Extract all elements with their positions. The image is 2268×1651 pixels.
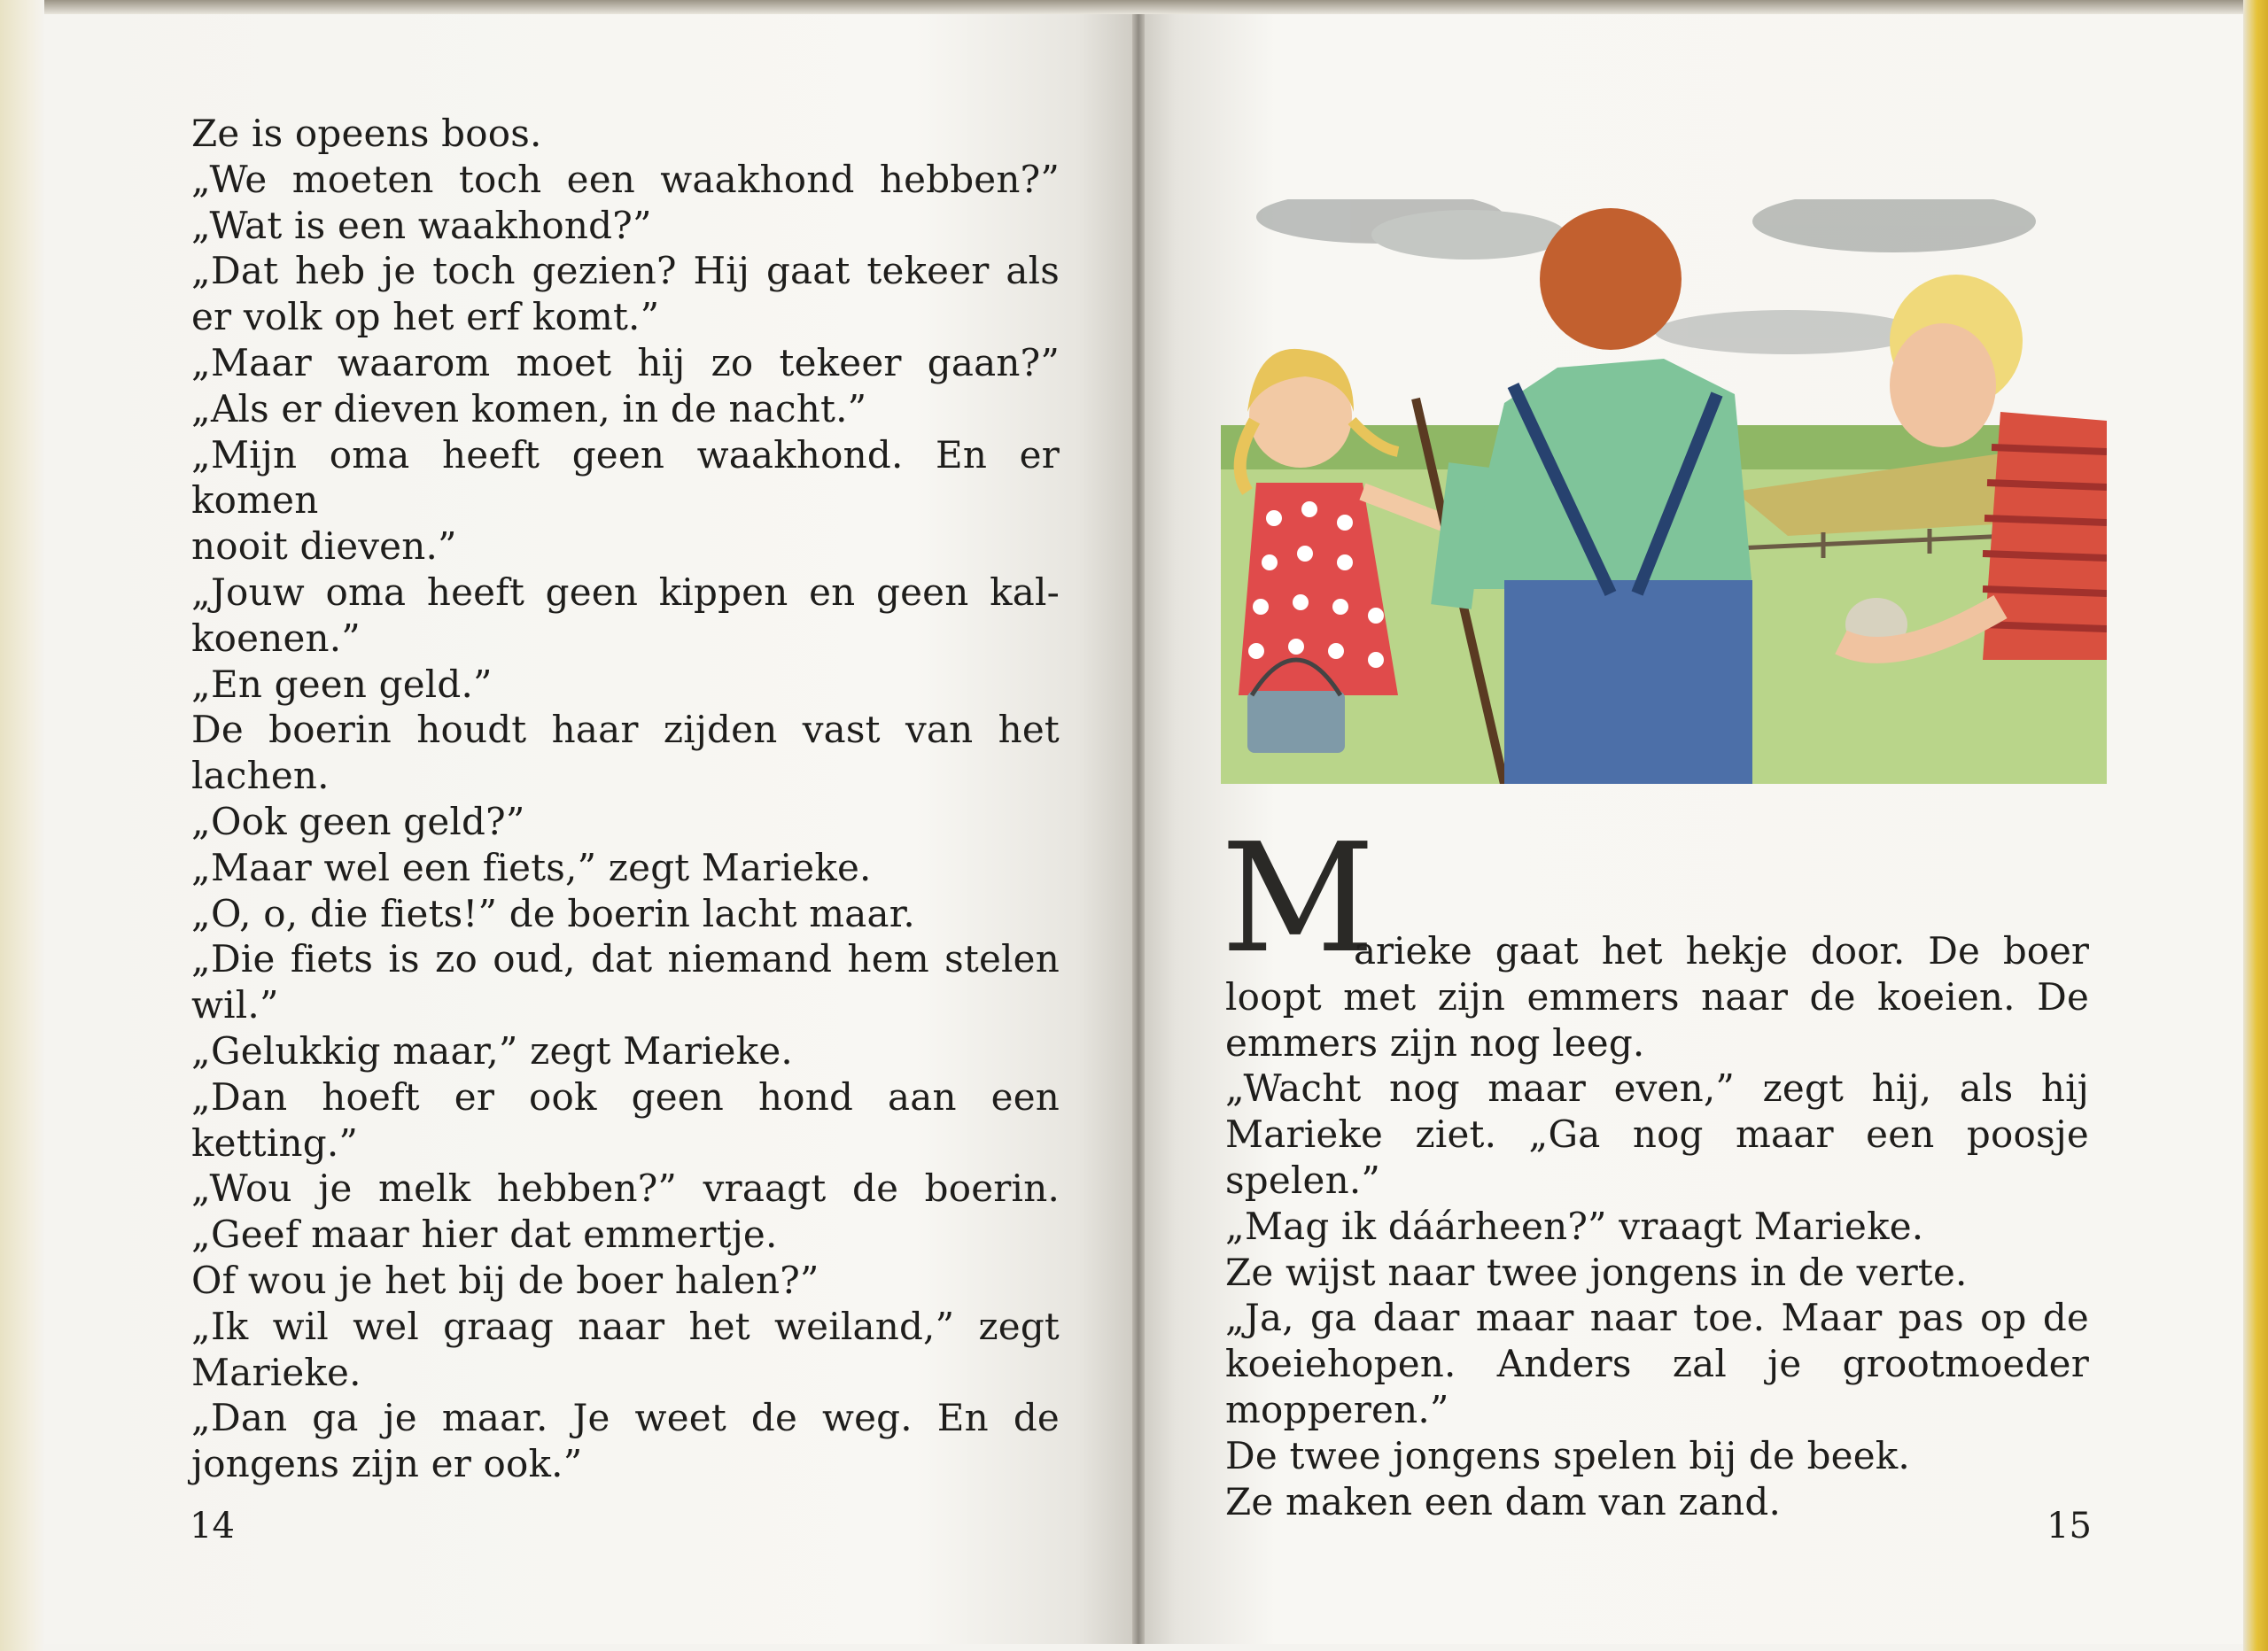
text-line: loopt met zijn emmers naar de koeien. De — [1225, 974, 2089, 1019]
book-gutter — [1132, 14, 1145, 1644]
text-line: Ze wijst naar twee jongens in de verte. — [1225, 1250, 1968, 1294]
page-number-right: 15 — [2047, 1506, 2092, 1546]
text-line: Marieke. — [191, 1350, 361, 1394]
text-line: „Wacht nog maar even,” zegt hij, als hij — [1225, 1066, 2089, 1111]
text-line: wil.” — [191, 983, 279, 1027]
text-line: „Maar waarom moet hij zo tekeer gaan?” — [191, 340, 1060, 384]
book-edge-left — [0, 0, 44, 1651]
text-line: koenen.” — [191, 616, 361, 660]
page-number-left: 14 — [190, 1506, 235, 1546]
text-line: mopperen.” — [1225, 1387, 1449, 1431]
text-line: jongens zijn er ook.” — [191, 1442, 583, 1486]
text-line: „Dan ga je maar. Je weet de weg. En de — [191, 1396, 1060, 1440]
text-line: „Dat heb je toch gezien? Hij gaat tekeer als — [191, 249, 1060, 293]
text-line: emmers zijn nog leeg. — [1225, 1020, 1645, 1065]
illustration-children-in-field — [1221, 199, 2107, 784]
drop-cap-letter: M — [1221, 811, 1376, 987]
text-line: „Als er dieven komen, in de nacht.” — [191, 386, 867, 430]
text-line: „Die fiets is zo oud, dat niemand hem stelen — [191, 937, 1060, 981]
text-line: „Wou je melk hebben?” vraagt de boerin. — [191, 1167, 1060, 1211]
text-line: lachen. — [191, 754, 330, 798]
book-edge-top — [0, 0, 2268, 14]
text-line: „Wat is een waakhond?” — [191, 203, 652, 247]
text-line: „Gelukkig maar,” zegt Marieke. — [191, 1028, 793, 1073]
text-line: koeiehopen. Anders zal je grootmoeder — [1225, 1342, 2089, 1386]
text-line: „Maar wel een fiets,” zegt Marieke. — [191, 845, 872, 889]
text-line: „Jouw oma heeft geen kippen en geen kal- — [191, 570, 1060, 614]
right-page-text — [1225, 974, 2089, 1525]
text-line: Ze maken een dam van zand. — [1225, 1479, 1781, 1523]
text-line: De twee jongens spelen bij de beek. — [1225, 1433, 1910, 1477]
left-page-text — [191, 111, 1060, 1487]
text-line: nooit dieven.” — [191, 524, 457, 569]
text-line: „Ik wil wel graag naar het weiland,” zegt — [191, 1304, 1060, 1348]
text-line: „Mijn oma heeft geen waakhond. En er komen — [191, 432, 1060, 523]
book-edge-right — [2243, 0, 2268, 1651]
text-line: „Ja, ga daar maar naar toe. Maar pas op de — [1225, 1296, 2089, 1340]
text-line: De boerin houdt haar zijden vast van het — [191, 708, 1060, 752]
text-line: Of wou je het bij de boer halen?” — [191, 1258, 819, 1302]
text-line: „Ook geen geld?” — [191, 799, 525, 843]
text-line: „Dan hoeft er ook geen hond aan een ketting.” — [191, 1074, 1060, 1165]
text-line: Ze is opeens boos. — [191, 112, 542, 155]
text-line: „O, o, die fiets!” de boerin lacht maar. — [191, 891, 915, 935]
text-line: „We moeten toch een waakhond hebben?” — [191, 157, 1060, 201]
text-line: „Geef maar hier dat emmertje. — [191, 1213, 778, 1257]
first-text-line: arieke gaat het hekje door. De boer — [1354, 929, 2089, 973]
text-line: er volk op het erf komt.” — [191, 295, 660, 339]
text-line: Marieke ziet. „Ga nog maar een poosje spelen.” — [1225, 1112, 2089, 1202]
text-line: „Mag ik dáárheen?” vraagt Marieke. — [1225, 1204, 1924, 1248]
text-line: „En geen geld.” — [191, 662, 493, 706]
